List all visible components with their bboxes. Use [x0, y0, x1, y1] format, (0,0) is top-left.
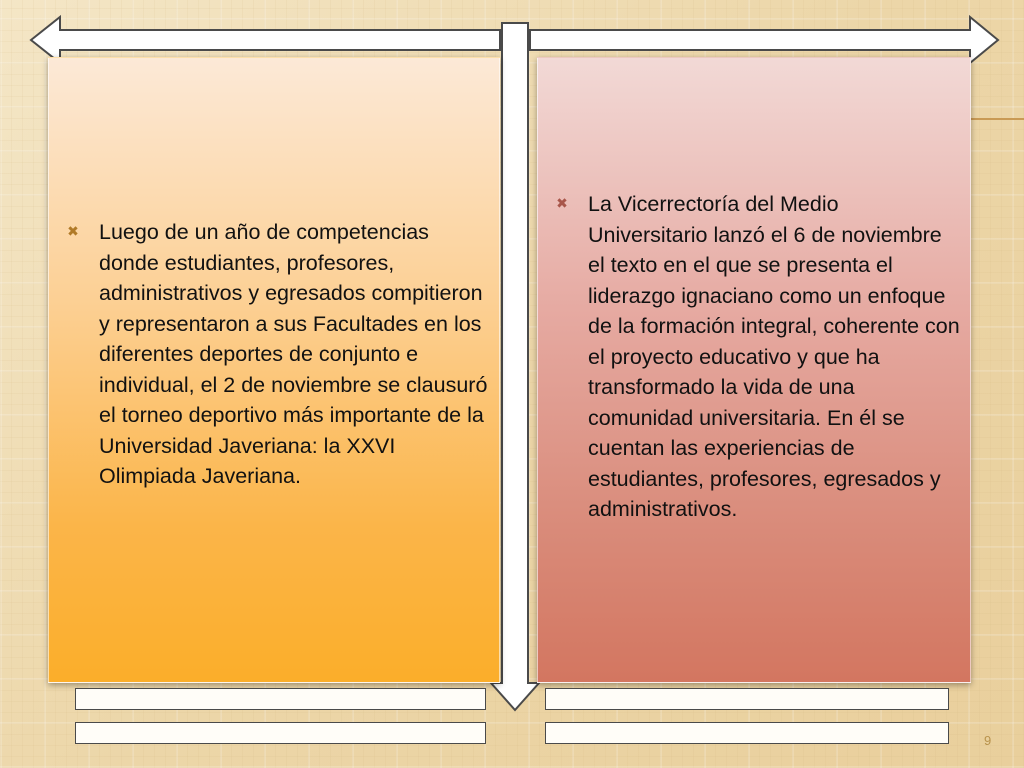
left-bottom-bar-1: [75, 688, 486, 710]
x-bullet-icon: ✖: [556, 196, 568, 212]
left-bottom-bar-2: [75, 722, 486, 744]
right-bottom-bar-2: [545, 722, 949, 744]
right-bullet-text: La Vicerrectoría del Medio Universitario lanzó el 6 de noviembre el texto en el que se presenta el liderazgo ignaciano como un enfoque de la formación integral, coherente con el proyecto educativo y que ha transformado la vida de una comunidad universitaria. En él se cuentan las experiencias de estudiantes, profesores, egresados y administrativos.: [588, 192, 960, 521]
right-bottom-bar-1: [545, 688, 949, 710]
left-bullet-item: [59, 217, 489, 492]
left-bullet-text: Luego de un año de competencias donde estudiantes, profesores, administrativos y egresados compitieron y representaron a sus Facultades en los diferentes deportes de conjunto e individual, el 2 de noviembre se clausuró el torneo deportivo más importante de la Universidad Javeriana: la XXVI Olimpiada Javeriana.: [99, 220, 488, 488]
right-content-panel: [537, 57, 971, 683]
x-bullet-icon: ✖: [67, 224, 79, 240]
left-content-panel: [48, 57, 500, 683]
right-bullet-item: [548, 189, 962, 525]
page-number: 9: [984, 733, 992, 748]
